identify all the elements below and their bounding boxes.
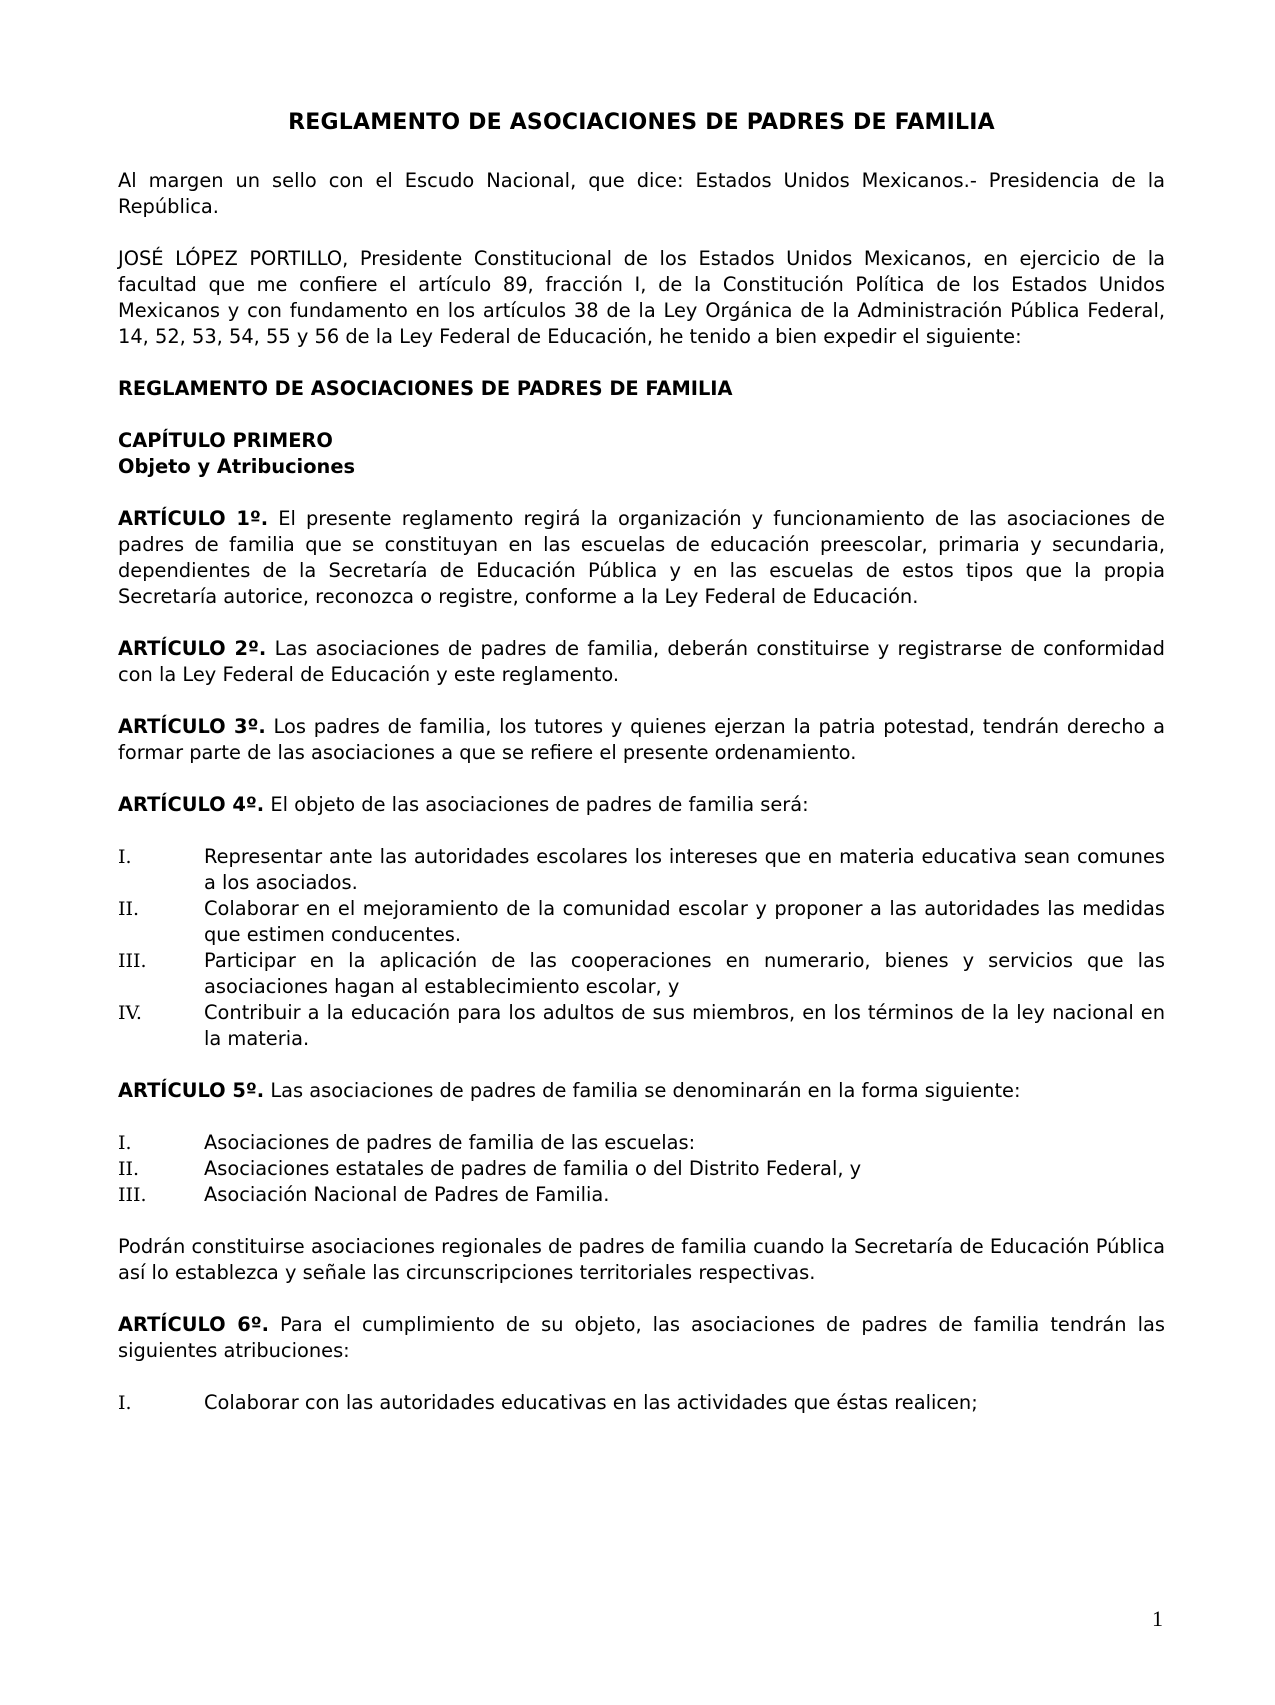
list-item	[118, 896, 1165, 948]
article-3	[118, 714, 1165, 766]
list-item-number: I.	[118, 1392, 132, 1414]
list-item	[118, 1130, 1165, 1156]
list-item-text: Representar ante las autoridades escolares los intereses que en materia educativa sean comunes a los asociados.	[204, 845, 1165, 894]
page-number: 1	[1152, 1606, 1163, 1631]
regulation-subtitle: REGLAMENTO DE ASOCIACIONES DE PADRES DE FAMILIA	[118, 377, 733, 400]
article-label: ARTÍCULO 6º.	[118, 1313, 270, 1336]
chapter-heading: CAPÍTULO PRIMERO	[118, 429, 333, 452]
article-5-list	[118, 1130, 1165, 1208]
article-text: El presente reglamento regirá la organización y funcionamiento de las asociaciones de padres de familia que se constituyan en las escuelas de educación preescolar, primaria y secundaria, dependientes de la Secretaría de Educación Pública y en las escuelas de estos tipos que la propia Secretaría autorice, reconozca o registre, conforme a la Ley Federal de Educación.	[118, 507, 1165, 608]
list-item-number: I.	[118, 1132, 132, 1154]
list-item	[118, 1182, 1165, 1208]
article-text: Las asociaciones de padres de familia, deberán constituirse y registrarse de conformidad con la Ley Federal de Educación y este reglamento.	[118, 637, 1165, 686]
list-item	[118, 1000, 1165, 1052]
article-text: El objeto de las asociaciones de padres de familia será:	[270, 793, 809, 816]
list-item-number: IV.	[118, 1002, 142, 1024]
article-text: Para el cumplimiento de su objeto, las asociaciones de padres de familia tendrán las siguientes atribuciones:	[118, 1313, 1165, 1362]
list-item	[118, 1390, 1165, 1416]
list-item	[118, 844, 1165, 896]
article-5-note: Podrán constituirse asociaciones regionales de padres de familia cuando la Secretaría de Educación Pública así lo establezca y señale las circunscripciones territoriales respectivas.	[118, 1235, 1165, 1284]
list-item-text: Asociaciones de padres de familia de las escuelas:	[204, 1131, 696, 1154]
article-6-list	[118, 1390, 1165, 1416]
article-2	[118, 636, 1165, 688]
chapter-name: Objeto y Atribuciones	[118, 455, 356, 478]
list-item-text: Colaborar con las autoridades educativas en las actividades que éstas realicen;	[204, 1391, 978, 1414]
document-page	[118, 110, 1165, 1442]
intro-decree-paragraph: JOSÉ LÓPEZ PORTILLO, Presidente Constitucional de los Estados Unidos Mexicanos, en ejercicio de la facultad que me confiere el artículo 89, fracción I, de la Constitución Política de los Estados Unidos Mexicanos y con fundamento en los artículos 38 de la Ley Orgánica de la Administración Pública Federal, 14, 52, 53, 54, 55 y 56 de la Ley Federal de Educación, he tenido a bien expedir el siguiente:	[118, 247, 1165, 348]
article-4	[118, 792, 1165, 818]
document-title: REGLAMENTO DE ASOCIACIONES DE PADRES DE FAMILIA	[288, 110, 995, 135]
intro-seal-paragraph: Al margen un sello con el Escudo Nacional, que dice: Estados Unidos Mexicanos.- Presidencia de la República.	[118, 169, 1165, 218]
article-text: Las asociaciones de padres de familia se denominarán en la forma siguiente:	[270, 1079, 1021, 1102]
article-label: ARTÍCULO 3º.	[118, 715, 266, 738]
list-item-number: I.	[118, 846, 132, 868]
article-text: Los padres de familia, los tutores y quienes ejerzan la patria potestad, tendrán derecho a formar parte de las asociaciones a que se refiere el presente ordenamiento.	[118, 715, 1166, 764]
list-item-number: II.	[118, 898, 140, 920]
list-item-number: III.	[118, 950, 147, 972]
article-1	[118, 506, 1165, 610]
article-label: ARTÍCULO 4º.	[118, 793, 265, 816]
list-item-number: III.	[118, 1184, 147, 1206]
article-6	[118, 1312, 1165, 1364]
list-item-text: Participar en la aplicación de las cooperaciones en numerario, bienes y servicios que las asociaciones hagan al establecimiento escolar, y	[204, 949, 1165, 998]
list-item-text: Asociación Nacional de Padres de Familia.	[204, 1183, 610, 1206]
article-5	[118, 1078, 1165, 1104]
list-item-text: Contribuir a la educación para los adultos de sus miembros, en los términos de la ley nacional en la materia.	[204, 1001, 1165, 1050]
list-item	[118, 1156, 1165, 1182]
article-label: ARTÍCULO 5º.	[118, 1079, 265, 1102]
article-label: ARTÍCULO 1º.	[118, 507, 269, 530]
article-4-list	[118, 844, 1165, 1052]
list-item-number: II.	[118, 1158, 140, 1180]
list-item-text: Asociaciones estatales de padres de familia o del Distrito Federal, y	[204, 1157, 862, 1180]
list-item-text: Colaborar en el mejoramiento de la comunidad escolar y proponer a las autoridades las medidas que estimen conducentes.	[204, 897, 1165, 946]
article-label: ARTÍCULO 2º.	[118, 637, 267, 660]
list-item	[118, 948, 1165, 1000]
